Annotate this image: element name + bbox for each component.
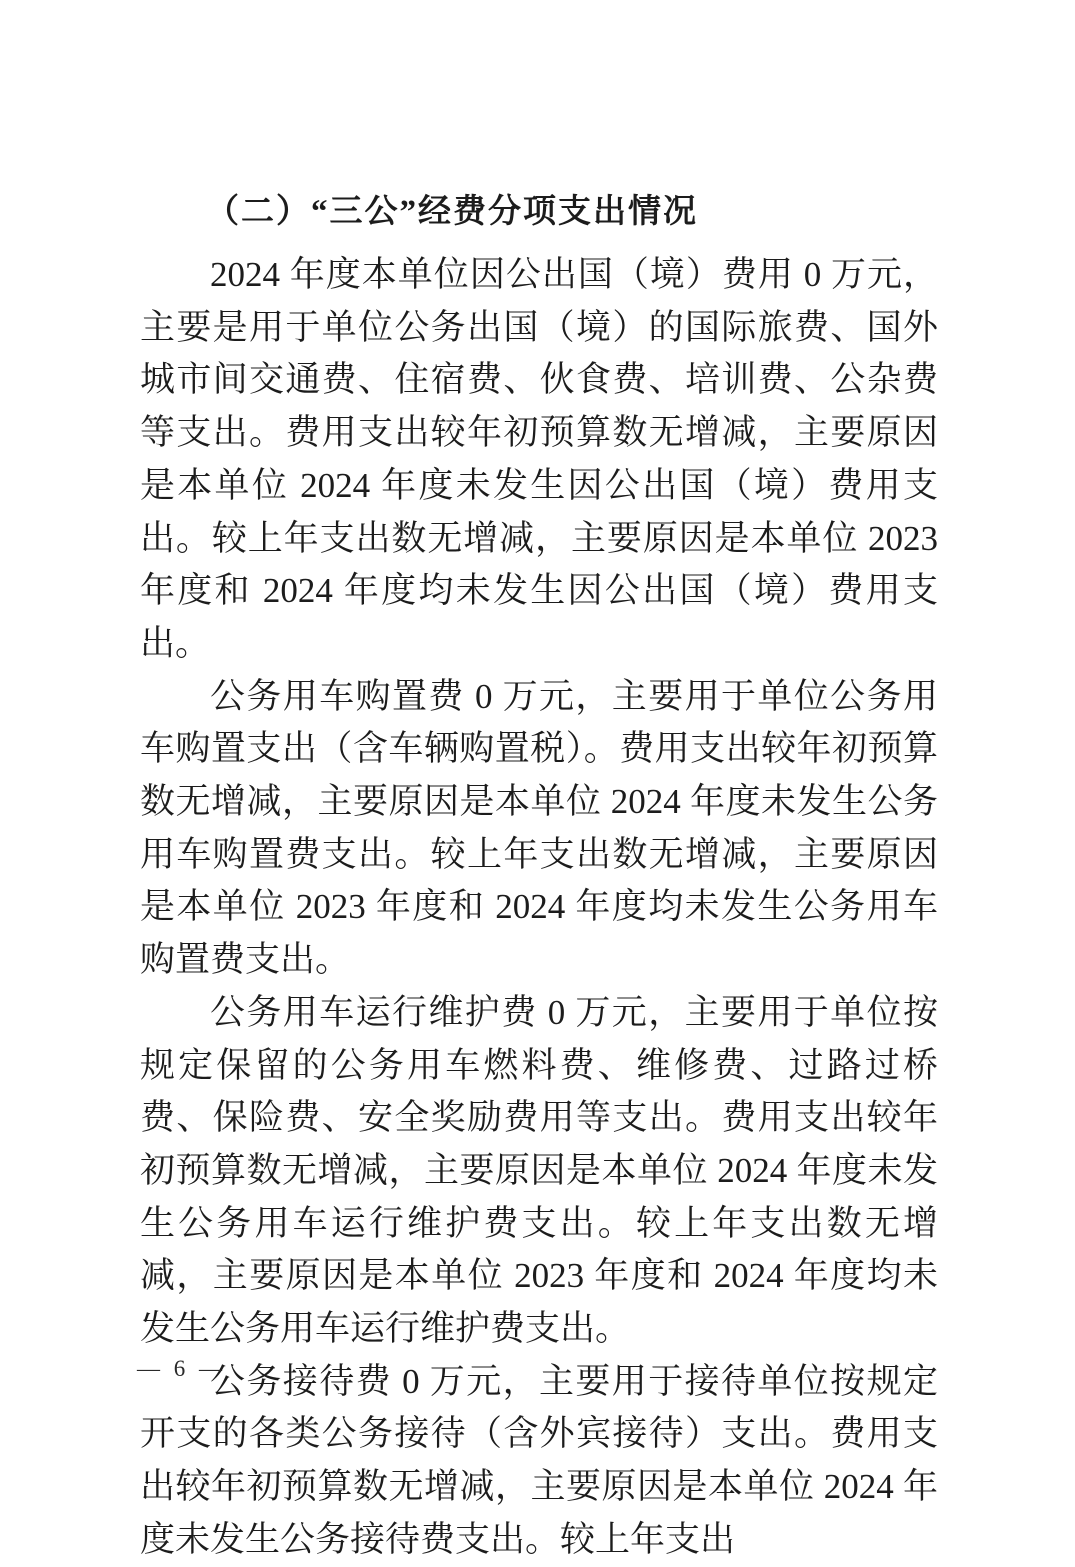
paragraph-vehicle-purchase-expense: 公务用车购置费 0 万元，主要用于单位公务用车购置支出（含车辆购置税）。费用支出较年初预算数无增减，主要原因是本单位 2024 年度未发生公务用车购置费支出。较上年支出数无增减，主要原因是本单位 2023 年度和 2024 年度均未发生公务用车购置费支出。 [140, 676, 938, 980]
section-heading: （二）“三公”经费分项支出情况 [206, 194, 698, 230]
paragraph-official-reception-expense: 公务接待费 0 万元，主要用于接待单位按规定开支的各类公务接待（含外宾接待）支出。费用支出较年初预算数无增减，主要原因是本单位 2024 年度未发生公务接待费支出。较上年支出 [140, 1361, 938, 1559]
page-number: — 6 — [137, 1356, 226, 1381]
paragraph-vehicle-maintenance-expense: 公务用车运行维护费 0 万元，主要用于单位按规定保留的公务用车燃料费、维修费、过路过桥费、保险费、安全奖励费用等支出。费用支出较年初预算数无增减，主要原因是本单位 2024 年度未发生公务用车运行维护费支出。较上年支出数无增减，主要原因是本单位 2023 年度和 2024 年度均未发生公务用车运行维护费支出。 [140, 992, 938, 1349]
document-content [140, 186, 938, 1567]
paragraph-travel-abroad-expense: 2024 年度本单位因公出国（境）费用 0 万元，主要是用于单位公务出国（境）的国际旅费、国外城市间交通费、住宿费、伙食费、培训费、公杂费等支出。费用支出较年初预算数无增减，主要原因是本单位 2024 年度未发生因公出国（境）费用支出。较上年支出数无增减，主要原因是本单位 2023 年度和 2024 年度均未发生因公出国（境）费用支出。 [140, 255, 938, 663]
